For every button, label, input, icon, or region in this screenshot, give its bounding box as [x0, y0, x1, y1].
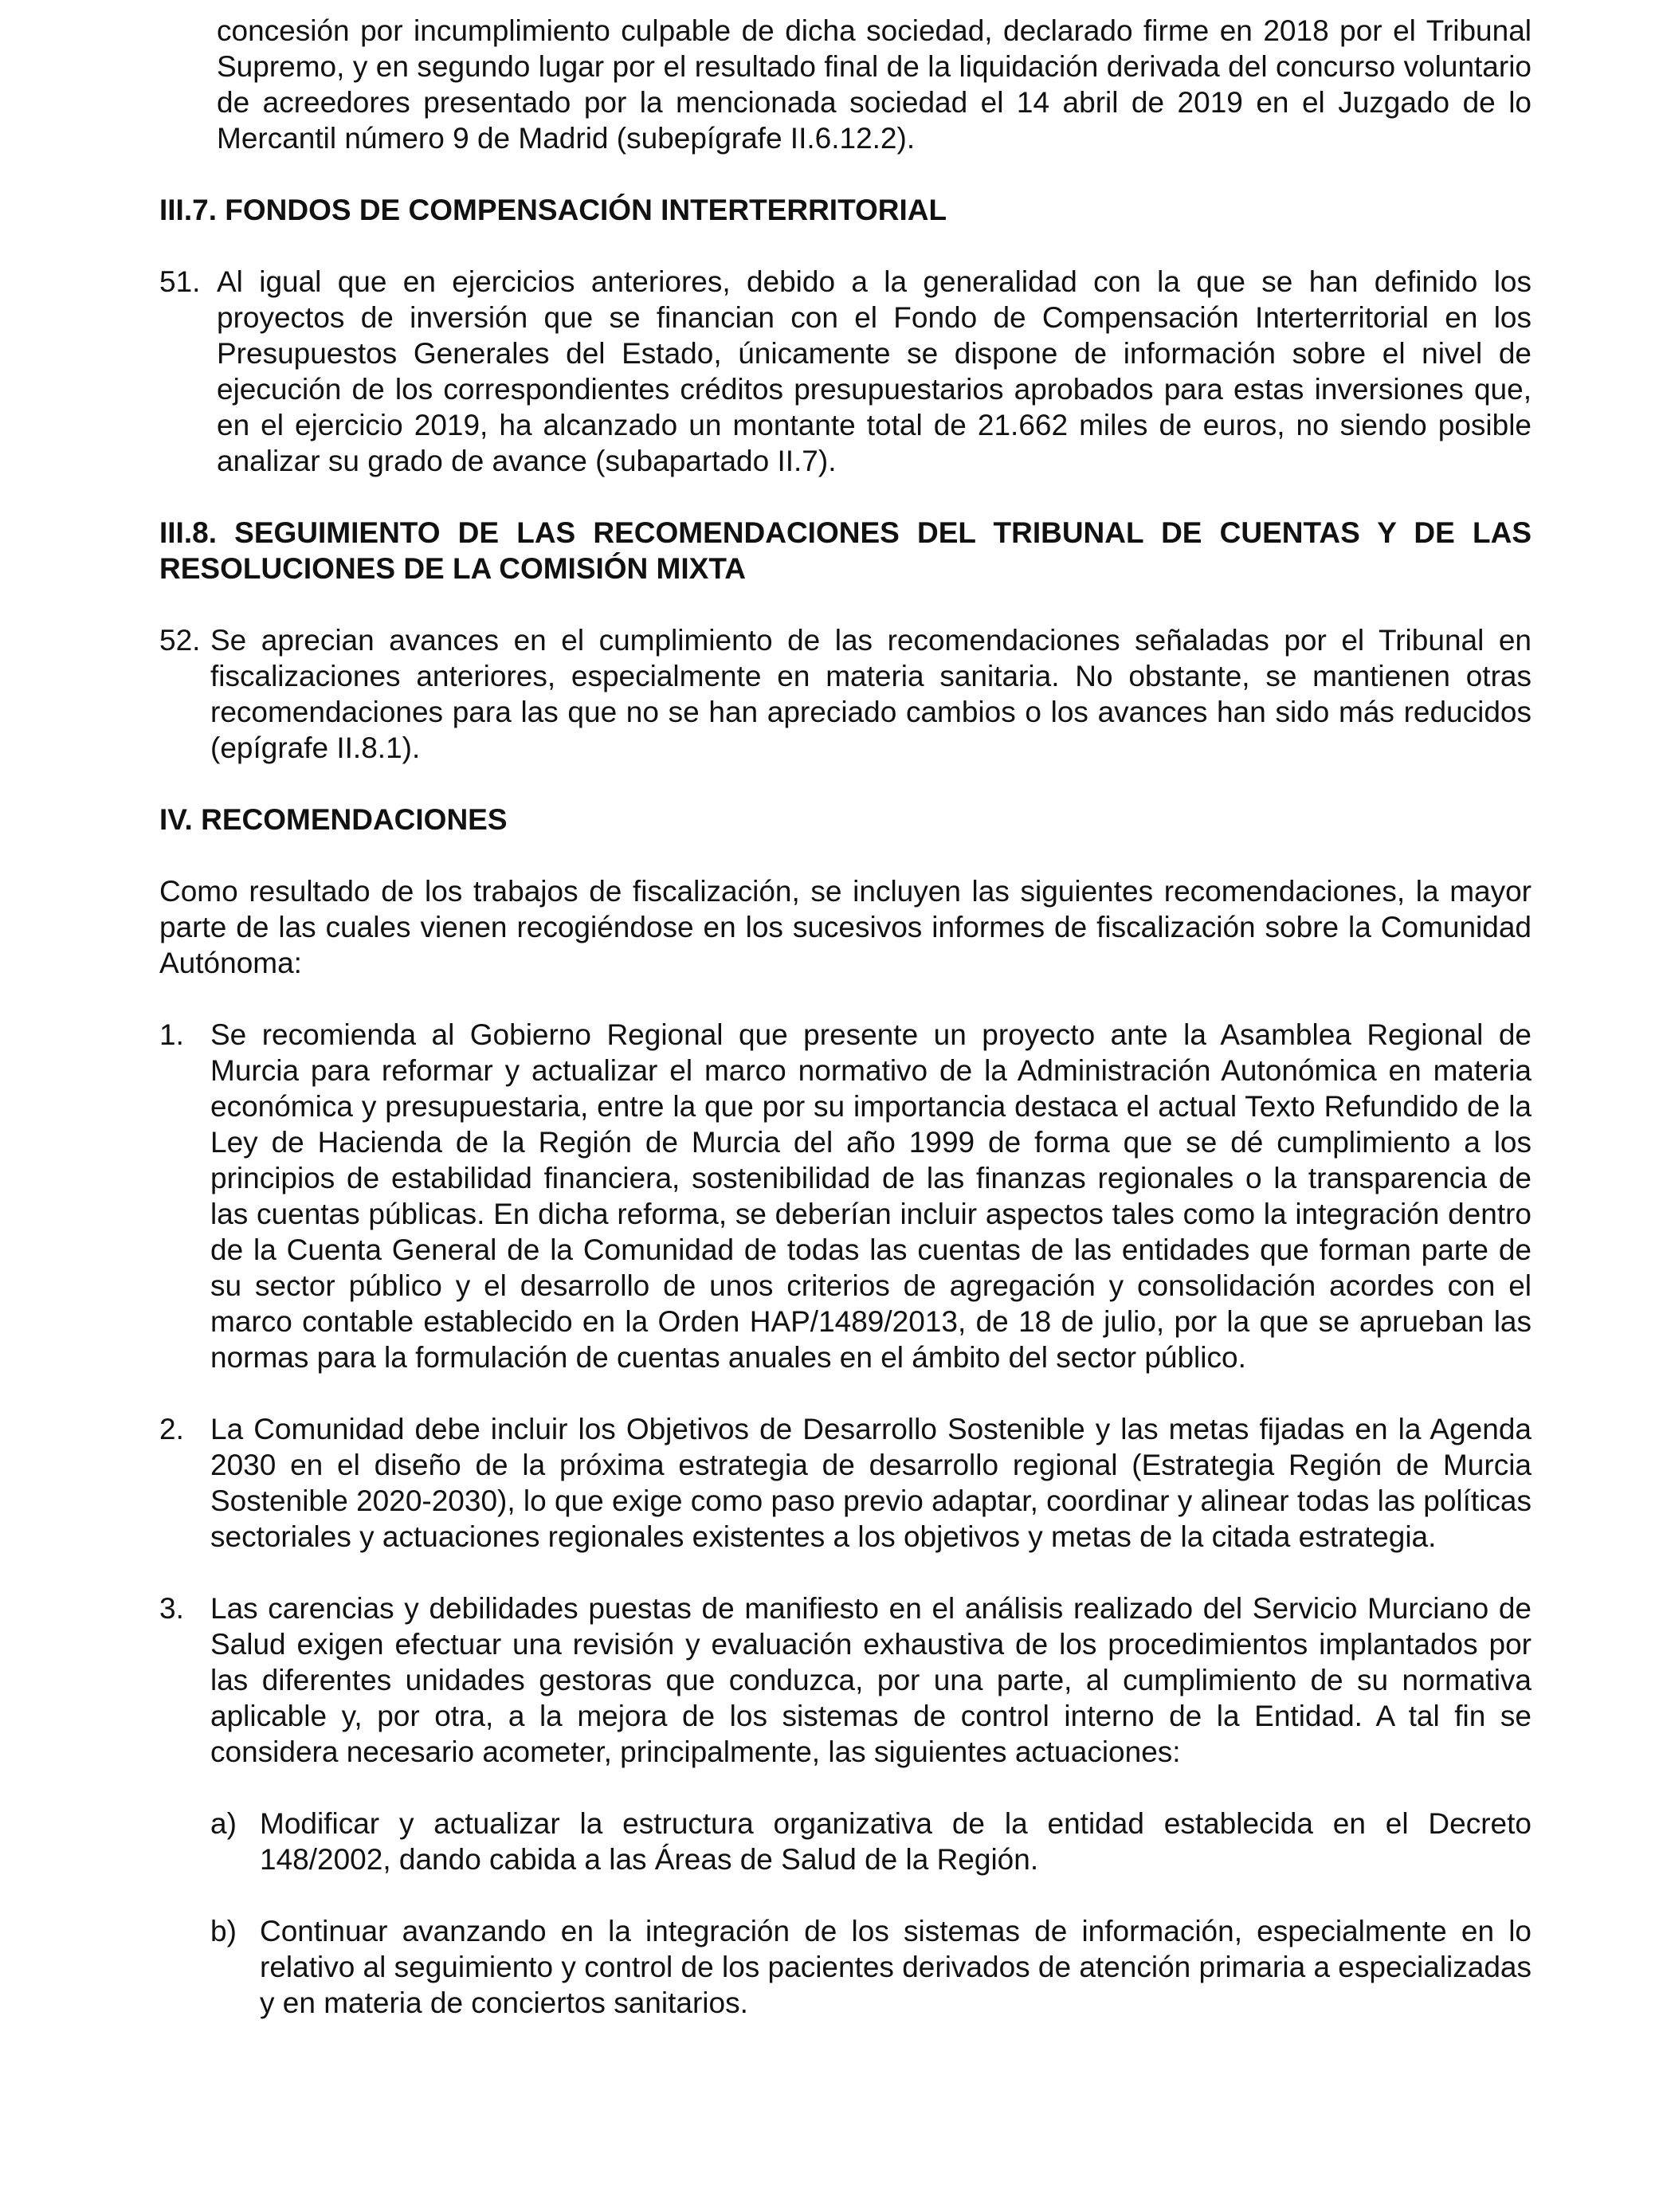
recommendation-item	[159, 1017, 1532, 1375]
paragraph-text: Se aprecian avances en el cumplimiento de las recomendaciones señaladas por el Tribunal en fiscalizaciones anteriores, especialmente en materia sanitaria. No obstante, se mantienen otras recomendaciones para las que no se han apreciado cambios o los avances han sido más reducidos (epígrafe II.8.1).	[210, 624, 1532, 764]
recommendation-number: 3.	[159, 1592, 184, 1625]
section-heading-iv: IV. RECOMENDACIONES	[159, 803, 508, 836]
continuation-text: concesión por incumplimiento culpable de dicha sociedad, declarado firme en 2018 por el Tribunal Supremo, y en segundo lugar por el resultado final de la liquidación derivada del concurso voluntario de acreedores presentado por la mencionada sociedad el 14 abril de 2019 en el Juzgado de lo Mercantil número 9 de Madrid (subepígrafe II.6.12.2).	[217, 14, 1532, 155]
sub-recommendation-text: Modificar y actualizar la estructura organizativa de la entidad establecida en el Decreto 148/2002, dando cabida a las Áreas de Salud de la Región.	[260, 1807, 1532, 1876]
recommendation-text: Las carencias y debilidades puestas de manifiesto en el análisis realizado del Servicio Murciano de Salud exigen efectuar una revisión y evaluación exhaustiva de los procedimientos implantados por las diferentes unidades gestoras que conduzca, por una parte, al cumplimiento de su normativa aplicable y, por otra, a la mejora de los sistemas de control interno de la Entidad. A tal fin se considera necesario acometer, principalmente, las siguientes actuaciones:	[210, 1592, 1532, 1768]
paragraph-52	[159, 622, 1532, 766]
recommendation-item	[159, 1411, 1532, 1555]
recommendation-number: 1.	[159, 1018, 184, 1051]
recommendation-text: Se recomienda al Gobierno Regional que presente un proyecto ante la Asamblea Regional de Murcia para reformar y actualizar el marco normativo de la Administración Autonómica en materia económica y presupuestaria, entre la que por su importancia destaca el actual Texto Refundido de la Ley de Hacienda de la Región de Murcia del año 1999 de forma que se dé cumplimiento a los principios de estabilidad financiera, sostenibilidad de las finanzas regionales o la transparencia de las cuentas públicas. En dicha reforma, se deberían incluir aspectos tales como la integración dentro de la Cuenta General de la Comunidad de todas las cuentas de las entidades que forman parte de su sector público y el desarrollo de unos criterios de agregación y consolidación acordes con el marco contable establecido en la Orden HAP/1489/2013, de 18 de julio, por la que se aprueban las normas para la formulación de cuentas anuales en el ámbito del sector público.	[210, 1018, 1532, 1374]
paragraph-number: 51.	[159, 265, 201, 298]
section-heading-iii7: III.7. FONDOS DE COMPENSACIÓN INTERTERRITORIAL	[159, 194, 947, 226]
sub-recommendation-text: Continuar avanzando en la integración de los sistemas de información, especialmente en lo relativo al seguimiento y control de los pacientes derivados de atención primaria a especializadas y en materia de conciertos sanitarios.	[260, 1915, 1532, 2019]
sub-recommendation-letter: b)	[210, 1915, 237, 1947]
recommendation-text: La Comunidad debe incluir los Objetivos de Desarrollo Sostenible y las metas fijadas en la Agenda 2030 en el diseño de la próxima estrategia de desarrollo regional (Estrategia Región de Murcia Sostenible 2020-2030), lo que exige como paso previo adaptar, coordinar y alinear todas las políticas sectoriales y actuaciones regionales existentes a los objetivos y metas de la citada estrategia.	[210, 1413, 1532, 1553]
paragraph-51	[159, 264, 1532, 479]
sub-recommendation-letter: a)	[210, 1807, 237, 1840]
document-page	[159, 13, 1532, 2021]
recommendation-item	[159, 1590, 1532, 1770]
sub-recommendation-item	[159, 1806, 1532, 1877]
sub-recommendation-item	[159, 1913, 1532, 2021]
recommendations-intro: Como resultado de los trabajos de fiscalización, se incluyen las siguientes recomendaciones, la mayor parte de las cuales vienen recogiéndose en los sucesivos informes de fiscalización sobre la Comunidad Autónoma:	[159, 875, 1532, 979]
recommendation-number: 2.	[159, 1413, 184, 1445]
section-heading-iii8: III.8. SEGUIMIENTO DE LAS RECOMENDACIONES DEL TRIBUNAL DE CUENTAS Y DE LAS RESOLUCIONES DE LA COMISIÓN MIXTA	[159, 516, 1532, 585]
paragraph-text: Al igual que en ejercicios anteriores, debido a la generalidad con la que se han definido los proyectos de inversión que se financian con el Fondo de Compensación Interterritorial en los Presupuestos Generales del Estado, únicamente se dispone de información sobre el nivel de ejecución de los correspondientes créditos presupuestarios aprobados para estas inversiones que, en el ejercicio 2019, ha alcanzado un montante total de 21.662 miles de euros, no siendo posible analizar su grado de avance (subapartado II.7).	[217, 265, 1532, 477]
continuation-paragraph	[159, 13, 1532, 156]
paragraph-number: 52.	[159, 624, 201, 657]
